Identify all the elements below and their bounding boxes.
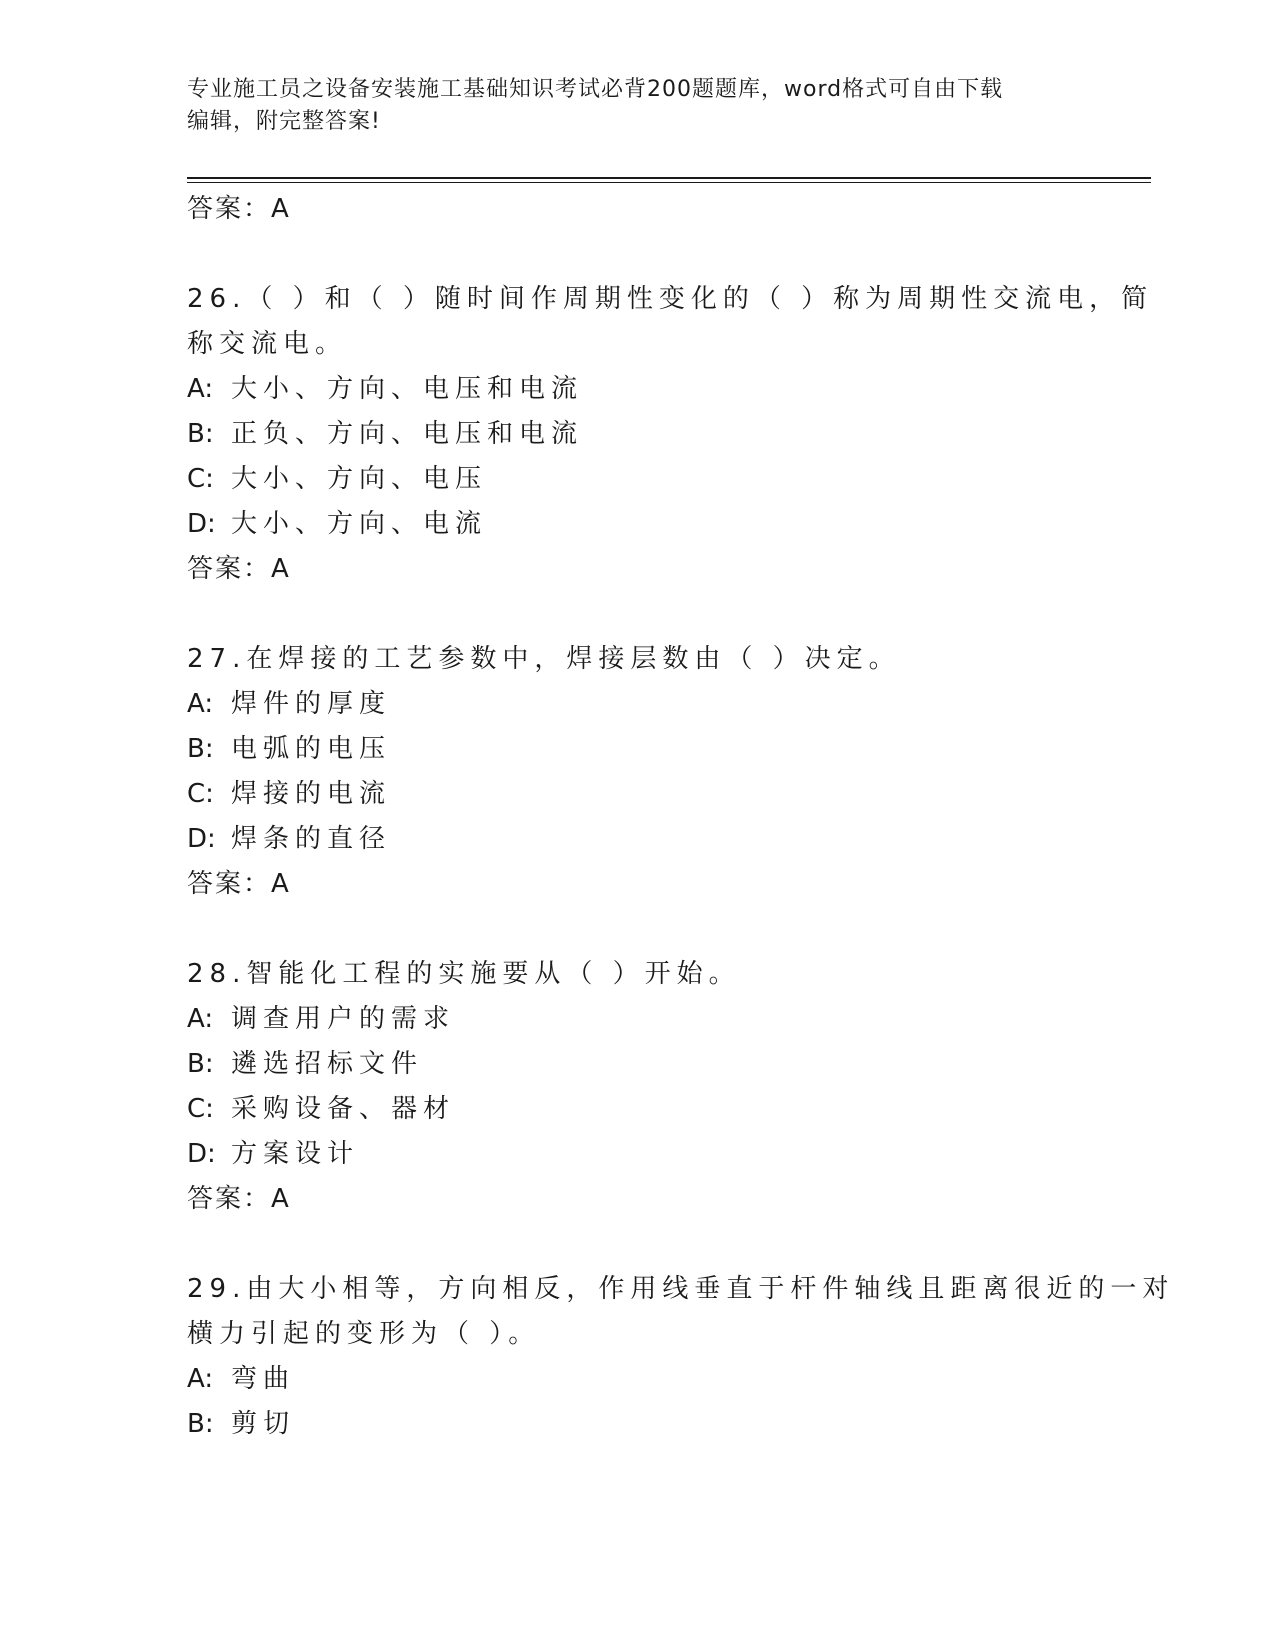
question-28-option-a xyxy=(187,1001,455,1037)
question-29-option-b xyxy=(187,1406,295,1442)
option-text: 焊接的电流 xyxy=(231,779,392,809)
question-26-option-d xyxy=(187,506,487,542)
question-27-option-a xyxy=(187,686,391,722)
question-28-answer: 答案：A xyxy=(187,1184,291,1214)
question-26-stem-line-2: 称交流电。 xyxy=(187,329,348,359)
question-26-option-b xyxy=(187,416,583,452)
question-27-answer: 答案：A xyxy=(187,869,291,899)
question-29-stem-line-2: 横力引起的变形为（ ）。 xyxy=(187,1319,541,1349)
previous-answer: 答案：A xyxy=(187,194,291,224)
option-letter: A: xyxy=(187,1364,214,1394)
option-text: 焊件的厚度 xyxy=(231,689,392,719)
option-letter: A: xyxy=(187,374,214,404)
option-letter: A: xyxy=(187,689,214,719)
question-26-answer: 答案：A xyxy=(187,554,291,584)
option-text: 焊条的直径 xyxy=(231,824,392,854)
option-letter: B: xyxy=(187,1049,214,1079)
option-letter: C: xyxy=(187,1094,214,1124)
option-text: 大小、方向、电流 xyxy=(231,509,488,539)
header-divider-thin xyxy=(187,182,1151,183)
question-29-option-a xyxy=(187,1361,295,1397)
option-text: 大小、方向、电压和电流 xyxy=(231,374,584,404)
option-text: 剪切 xyxy=(231,1409,296,1439)
option-letter: C: xyxy=(187,779,214,809)
option-letter: D: xyxy=(187,509,216,539)
header-divider-thick xyxy=(187,177,1151,179)
option-text: 大小、方向、电压 xyxy=(231,464,488,494)
question-28-option-d xyxy=(187,1136,359,1172)
option-letter: A: xyxy=(187,1004,214,1034)
option-text: 电弧的电压 xyxy=(231,734,392,764)
document-header xyxy=(187,74,1087,138)
option-letter: C: xyxy=(187,464,214,494)
option-letter: B: xyxy=(187,419,214,449)
option-letter: B: xyxy=(187,1409,214,1439)
option-text: 弯曲 xyxy=(231,1364,296,1394)
question-27-option-c xyxy=(187,776,391,812)
option-text: 调查用户的需求 xyxy=(231,1004,456,1034)
question-26-option-c xyxy=(187,461,487,497)
question-29-stem-line-1: 29.由大小相等，方向相反，作用线垂直于杆件轴线且距离很近的一对 xyxy=(187,1274,1175,1304)
question-28-stem-line-1: 28.智能化工程的实施要从（ ）开始。 xyxy=(187,959,741,989)
option-letter: B: xyxy=(187,734,214,764)
option-text: 采购设备、器材 xyxy=(231,1094,456,1124)
question-26-option-a xyxy=(187,371,583,407)
option-text: 正负、方向、电压和电流 xyxy=(231,419,584,449)
question-28-option-c xyxy=(187,1091,455,1127)
question-26-stem-line-1: 26.（ ）和（ ）随时间作周期性变化的（ ）称为周期性交流电，简 xyxy=(187,284,1154,314)
question-27-option-b xyxy=(187,731,391,767)
header-line-1: 专业施工员之设备安装施工基础知识考试必背200题题库，word格式可自由下载 xyxy=(187,77,1004,102)
option-text: 方案设计 xyxy=(231,1139,360,1169)
option-letter: D: xyxy=(187,824,216,854)
question-27-stem-line-1: 27.在焊接的工艺参数中，焊接层数由（ ）决定。 xyxy=(187,644,901,674)
option-letter: D: xyxy=(187,1139,216,1169)
header-line-2: 编辑，附完整答案! xyxy=(187,109,381,134)
option-text: 遴选招标文件 xyxy=(231,1049,424,1079)
question-27-option-d xyxy=(187,821,391,857)
question-28-option-b xyxy=(187,1046,423,1082)
